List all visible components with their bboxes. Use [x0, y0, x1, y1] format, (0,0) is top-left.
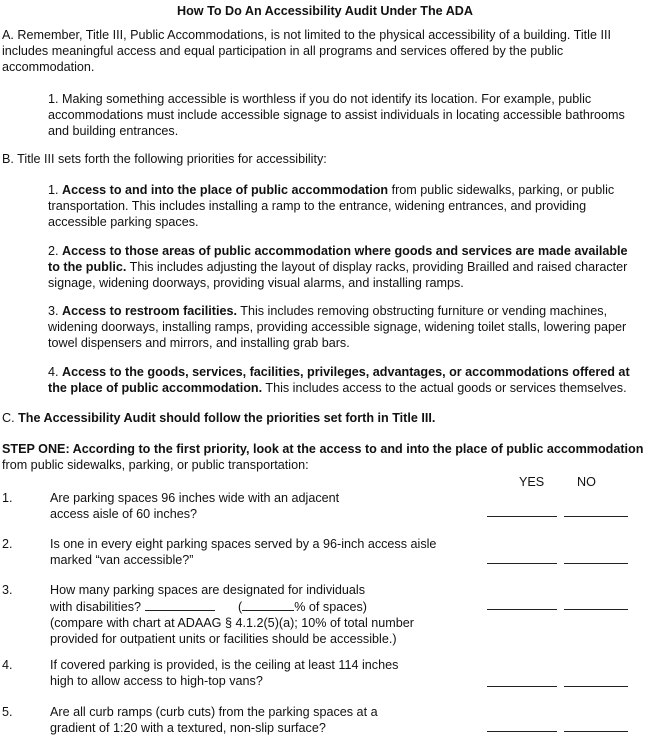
question-text — [50, 582, 470, 647]
yes-answer-line[interactable] — [487, 686, 557, 687]
question-text — [50, 536, 450, 568]
question-text — [50, 704, 450, 736]
no-answer-line[interactable] — [564, 609, 628, 610]
question-line: marked “van accessible?” — [50, 553, 194, 567]
yes-answer-line[interactable] — [487, 731, 557, 732]
question-fragment: with disabilities? — [50, 600, 141, 614]
priority-num: 3. — [48, 304, 59, 318]
question-fragment: ( — [238, 600, 243, 614]
yes-answer-line[interactable] — [487, 609, 557, 610]
section-c-bold: The Accessibility Audit should follow the priorities set forth in Title III. — [18, 411, 436, 425]
section-a-item-1: 1. Making something accessible is worthless if you do not identify its location. For example, public accommodations must include accessible signage to assist individuals in locating accessible bathrooms and building entrances. — [48, 92, 625, 138]
step-one-bold: STEP ONE: According to the first priority, look at the access to and into the place of public accommodation — [2, 442, 644, 456]
no-answer-line[interactable] — [564, 686, 628, 687]
percent-of-spaces-field[interactable] — [242, 598, 294, 611]
no-answer-line[interactable] — [564, 516, 628, 517]
question-line: If covered parking is provided, is the ceiling at least 114 inches — [50, 658, 399, 672]
priority-bold: Access to restroom facilities. — [62, 304, 237, 318]
question-line: access aisle of 60 inches? — [50, 507, 198, 521]
question-number: 1. — [2, 491, 13, 505]
question-line: Are all curb ramps (curb cuts) from the parking spaces at a — [50, 705, 378, 719]
question-line: high to allow access to high-top vans? — [50, 674, 263, 688]
priority-num: 2. — [48, 244, 59, 258]
question-line: (compare with chart at ADAAG § 4.1.2(5)(a); 10% of total number — [50, 616, 414, 630]
question-text — [50, 490, 450, 522]
question-number: 3. — [2, 583, 13, 597]
priority-2 — [48, 243, 640, 291]
priority-4 — [48, 364, 640, 396]
section-c — [2, 410, 642, 426]
step-one-rest: from public sidewalks, parking, or public transportation: — [2, 458, 309, 472]
no-column-header: NO — [577, 475, 596, 489]
priority-3 — [48, 303, 640, 351]
yes-answer-line[interactable] — [487, 516, 557, 517]
priority-rest: This includes access to the actual goods or services themselves. — [262, 381, 627, 395]
no-answer-line[interactable] — [564, 563, 628, 564]
question-number: 2. — [2, 537, 13, 551]
yes-answer-line[interactable] — [487, 563, 557, 564]
priority-rest: This includes adjusting the layout of display racks, providing Brailled and raised character signage, widening doorways, providing visual alarms, and installing ramps. — [48, 260, 628, 290]
document-title: How To Do An Accessibility Audit Under The ADA — [177, 4, 473, 18]
priority-1 — [48, 182, 638, 230]
no-answer-line[interactable] — [564, 731, 628, 732]
question-text — [50, 657, 450, 689]
priority-bold: Access to the goods, services, facilities, privileges, advantages, or accommodations offered at the place of public accommodation. — [48, 365, 630, 395]
disabled-spaces-count-field[interactable] — [145, 598, 215, 611]
question-fragment: % of spaces) — [294, 600, 367, 614]
priority-bold: Access to those areas of public accommodation where goods and services are made available to the public. — [48, 244, 628, 274]
yes-column-header: YES — [519, 475, 545, 489]
step-one — [2, 441, 650, 473]
question-line: Are parking spaces 96 inches wide with an adjacent — [50, 491, 340, 505]
question-line: Is one in every eight parking spaces served by a 96-inch access aisle — [50, 537, 437, 551]
priority-bold: Access to and into the place of public accommodation — [62, 183, 389, 197]
priority-rest: from public sidewalks, parking, or public transportation. This includes installing a ramp to the entrance, widening entrances, and providing accessible parking spaces. — [48, 183, 615, 229]
question-line: How many parking spaces are designated for individuals — [50, 583, 366, 597]
priority-num: 4. — [48, 365, 59, 379]
priority-rest: This includes removing obstructing furniture or vending machines, widening doorways, installing ramps, providing accessible signage, widening toilet stalls, lowering paper towel dispensers and mirrors, and installing grab bars. — [48, 304, 627, 350]
section-b-intro: B. Title III sets forth the following priorities for accessibility: — [2, 152, 327, 166]
section-c-prefix: C. — [2, 411, 19, 425]
question-line: provided for outpatient units or facilities should be accessible.) — [50, 632, 397, 646]
question-line: gradient of 1:20 with a textured, non-slip surface? — [50, 721, 326, 735]
priority-num: 1. — [48, 183, 59, 197]
question-number: 4. — [2, 658, 13, 672]
question-line — [50, 598, 470, 615]
question-number: 5. — [2, 705, 13, 719]
section-a-text: A. Remember, Title III, Public Accommodations, is not limited to the physical accessibility of a building. Title III includes meaningful access and equal participation in all programs and services offered by the public accommodation. — [2, 28, 611, 74]
